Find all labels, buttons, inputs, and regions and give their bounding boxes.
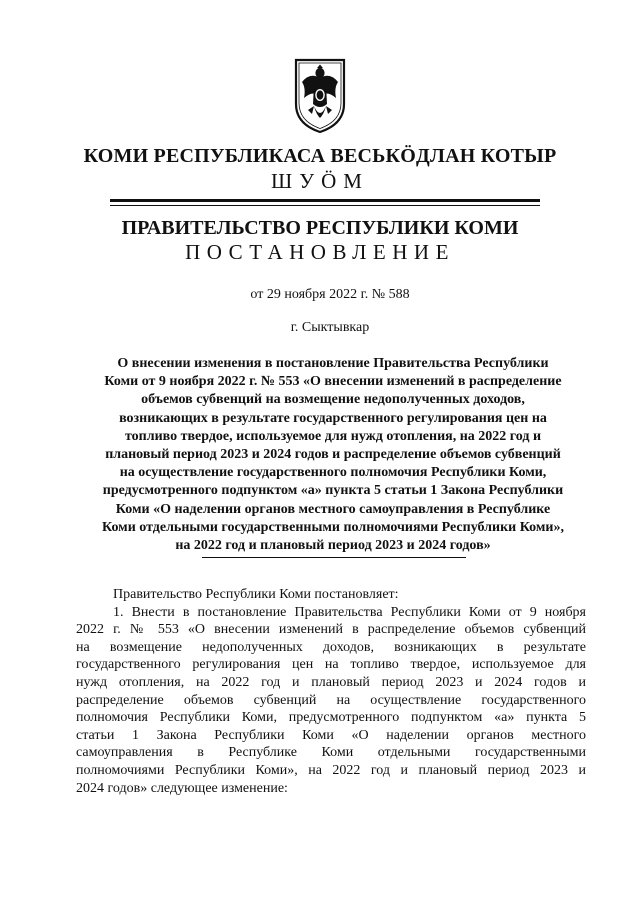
coat-of-arms-emblem <box>294 54 346 134</box>
body-line: 2024 годов» следующее изменение: <box>76 780 288 796</box>
title-line: О внесении изменения в постановление Правительства Республики <box>117 356 549 371</box>
title-line: топливо твердое, используемое для нужд отопления, на 2022 год и <box>124 428 542 444</box>
body-line: статьи 1 Закона Республики Коми «О наделении органов местного <box>76 727 586 743</box>
body-line: распределение объемов субвенций на осуществление государственного <box>76 692 586 708</box>
document-place: г. Сыктывкар <box>290 320 370 335</box>
header-divider-thick <box>110 199 540 202</box>
body-line: полномочия Республики Коми, предусмотренного подпунктом «а» пункта 5 <box>76 710 586 726</box>
header-divider-thin <box>110 205 540 206</box>
title-line: на 2022 год и плановый период 2023 и 2024 годов» <box>175 538 491 554</box>
document-body <box>76 586 586 797</box>
body-line: нужд отопления, на 2022 год и плановый период 2023 и 2024 годов и <box>76 674 586 690</box>
title-line: Коми отдельными государственными полномочиями Республики Коми», <box>101 519 564 535</box>
body-line: 1. Внести в постановление Правительства Республики Коми от 9 ноября <box>113 604 586 620</box>
body-line: Правительство Республики Коми постановляет: <box>113 587 399 602</box>
title-line: Коми «О наделении органов местного самоуправления в Республике <box>115 501 551 517</box>
government-name-komi: КОМИ РЕСПУБЛИКАСА ВЕСЬКӦДЛАН КОТЫР <box>83 145 557 167</box>
body-line: на возмещение недополученных доходов, возникающих в результате <box>76 639 586 655</box>
title-line: объемов субвенций на возмещение недополученных доходов, <box>141 392 525 408</box>
body-line: самоуправления в Республике Коми отдельными государственными <box>76 745 586 761</box>
body-line: государственного регулирования цен на топливо твердое, используемое для <box>76 657 586 673</box>
title-line: на осуществление государственного полномочия Республики Коми, <box>119 465 547 481</box>
title-line: предусмотренного подпунктом «а» пункта 5 статьи 1 Закона Республики <box>102 483 564 499</box>
document-type-komi: ШУӦМ <box>271 169 369 193</box>
title-line: возникающих в результате государственного регулирования цен на <box>119 410 547 426</box>
title-line: Коми от 9 ноября 2022 г. № 553 «О внесении изменений в распределение <box>104 374 562 390</box>
title-underline <box>202 557 466 558</box>
document-date-number: от 29 ноября 2022 г. № 588 <box>250 287 410 302</box>
government-name: ПРАВИТЕЛЬСТВО РЕСПУБЛИКИ КОМИ <box>121 217 519 239</box>
body-line: полномочиями Республики Коми», на 2022 год и плановый период 2023 и <box>76 762 586 778</box>
document-title <box>76 355 590 555</box>
body-line: 2022 г. № 553 «О внесении изменений в распределение объемов субвенций <box>76 622 586 638</box>
title-line: плановый период 2023 и 2024 годов и распределение объемов субвенций <box>105 447 561 463</box>
document-type: ПОСТАНОВЛЕНИЕ <box>185 240 455 264</box>
